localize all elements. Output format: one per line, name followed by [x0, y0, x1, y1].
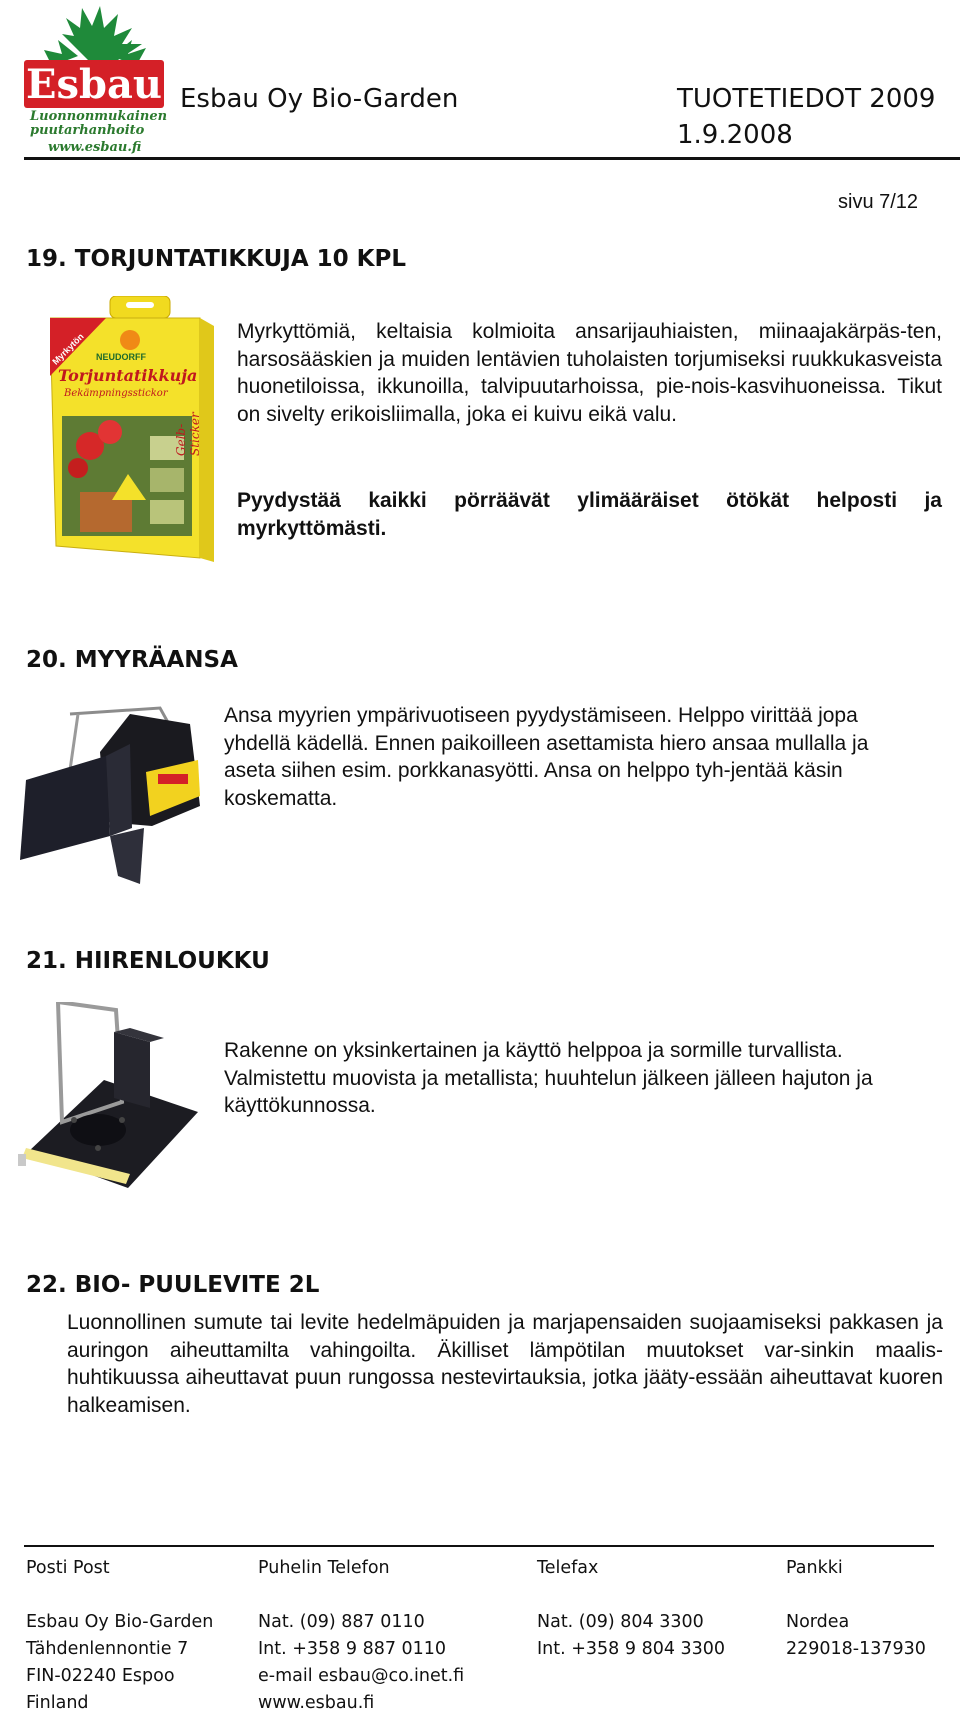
torjuntatikkuja-package-image	[50, 296, 216, 562]
footer-bank-name: Nordea	[786, 1612, 850, 1632]
section-text-21: Rakenne on yksinkertainen ja käyttö helppoa ja sormille turvallista. Valmistettu muovista ja metallista; huuhtelun jälkeen jälleen hajuton ja käyttökunnossa.	[224, 1039, 873, 1117]
footer-post-line: Tähdenlennontie 7	[26, 1639, 189, 1659]
document-title: TUOTETIEDOT 2009	[677, 84, 936, 114]
footer-divider	[24, 1545, 934, 1547]
section-heading-21: 21. HIIRENLOUKKU	[26, 948, 270, 974]
package-subtitle: Bekämpningsstickor	[64, 388, 168, 399]
footer-phone-national: Nat. (09) 887 0110	[258, 1612, 425, 1632]
section-text-22: Luonnollinen sumute tai levite hedelmäpuiden ja marjapensaiden suojaamiseksi pakkasen ja auringon aiheuttamilta vahingoilta. Äkilliset lämpötilan muutokset var-sinkin maalis- huhtikuussa aiheuttavat puun rungossa nestevirtauksia, jotka jääty-essään aiheuttavat kuoren halkeamisen.	[67, 1311, 943, 1417]
footer-column-bank	[786, 1555, 926, 1663]
section-text-19: Myrkyttömiä, keltaisia kolmioita ansarijauhiaisten, miinaajakärpäs-ten, harsosääskien ja muiden lentävien tuholaisten torjumiseksi ruukkukasveista huonetiloissa, ikkunoilla, talvipuutarhoissa, pie-nois-kasvihuoneissa. Tikut on sivelty erikoisliimalla, joka ei kuivu eikä valu.	[237, 320, 942, 426]
section-heading-22: 22. BIO- PUULEVITE 2L	[26, 1272, 320, 1298]
footer-post-line: Finland	[26, 1693, 89, 1713]
logo-brand: Esbau	[26, 61, 162, 108]
footer-fax-international: Int. +358 9 804 3300	[537, 1639, 726, 1659]
footer-bank-account: 229018-137930	[786, 1639, 926, 1659]
logo-url[interactable]: www.esbau.fi	[48, 140, 142, 155]
page-number: sivu 7/12	[838, 191, 919, 213]
footer-column-phone	[258, 1555, 464, 1717]
section-heading-19: 19. TORJUNTATIKKUJA 10 KPL	[26, 246, 406, 272]
mouse-trap-image	[18, 1002, 198, 1188]
footer-column-fax	[537, 1555, 725, 1663]
package-brand: NEUDORFF	[96, 352, 146, 362]
mole-trap-image	[20, 696, 200, 884]
logo-tagline: Luonnonmukainen puutarhanhoito	[30, 109, 168, 138]
section-text-20: Ansa myyrien ympärivuotiseen pyydystämiseen. Helppo virittää jopa yhdellä kädellä. Ennen paikoilleen asettamista hiero ansaa mullalla ja aseta siihen esim. porkkanasyötti. Ansa on helppo tyh-jentää käsin koskematta.	[224, 704, 869, 810]
company-name: Esbau Oy Bio-Garden	[180, 84, 459, 114]
package-title: Torjuntatikkuja	[58, 366, 198, 385]
footer-heading-phone: Puhelin Telefon	[258, 1558, 390, 1578]
footer-column-post	[26, 1555, 213, 1717]
esbau-logo	[22, 4, 166, 156]
footer-email-link[interactable]: e-mail esbau@co.inet.fi	[258, 1666, 465, 1686]
footer-post-line: Esbau Oy Bio-Garden	[26, 1612, 214, 1632]
footer-heading-fax: Telefax	[537, 1558, 599, 1578]
document-date: 1.9.2008	[677, 120, 793, 150]
package-side-label: Gelb-Sticker	[174, 412, 202, 456]
footer-website-link[interactable]: www.esbau.fi	[258, 1693, 375, 1713]
footer-heading-bank: Pankki	[786, 1558, 843, 1578]
header-divider	[24, 157, 960, 160]
footer-fax-national: Nat. (09) 804 3300	[537, 1612, 704, 1632]
footer-post-line: FIN-02240 Espoo	[26, 1666, 175, 1686]
footer-phone-international: Int. +358 9 887 0110	[258, 1639, 447, 1659]
package-badge: Myrkytön	[50, 331, 86, 367]
footer-heading-post: Posti Post	[26, 1558, 110, 1578]
section-heading-20: 20. MYYRÄANSA	[26, 647, 238, 673]
section-bold-note-19: Pyydystää kaikki pörräävät ylimääräiset ötökät helposti ja myrkyttömästi.	[237, 489, 942, 540]
